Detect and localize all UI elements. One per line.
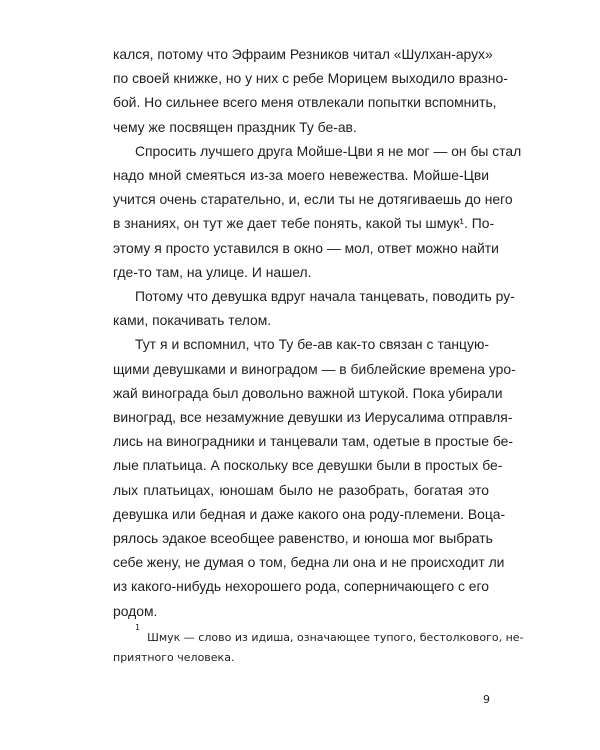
footnote-line bbox=[113, 623, 524, 648]
text-line: девушка или бедная и даже какого она роду-племени. Воца- bbox=[113, 505, 506, 522]
footnote-text: приятного человека. bbox=[113, 651, 235, 664]
text-line: лые платьица. А поскольку все девушки были в простых бе- bbox=[113, 457, 503, 474]
text-line: учится очень старательно, и, если ты не дотягиваешь до него bbox=[113, 191, 513, 208]
text-line: Спросить лучшего друга Мойше-Цви я не мог — он бы стал bbox=[135, 142, 522, 159]
text-line: лись на виноградники и танцевали там, одетые в простые бе- bbox=[113, 433, 514, 450]
footnote bbox=[113, 623, 524, 668]
text-line: жай винограда был довольно важной штукой. Пока убирали bbox=[113, 384, 503, 401]
page-number: 9 bbox=[483, 693, 490, 706]
body-text bbox=[113, 42, 522, 623]
text-line: щими девушками и виноградом — в библейские времена уро- bbox=[113, 360, 516, 377]
paragraph bbox=[113, 284, 515, 332]
text-line: рялось эдакое всеобщее равенство, и юноша мог выбрать bbox=[113, 530, 493, 547]
text-line: кался, потому что Эфраим Резников читал «Шулхан-арух» bbox=[113, 46, 493, 62]
text-line: ками, покачивать телом. bbox=[113, 312, 272, 329]
paragraph bbox=[113, 332, 516, 622]
text-line: из какого-нибудь нехорошего рода, соперничающего с его bbox=[113, 578, 489, 595]
text-line: лых платьицах, юношам было не разобрать, богатая это bbox=[113, 481, 489, 498]
text-line: себе жену, не думая о том, бедна ли она и не происходит ли bbox=[113, 554, 505, 571]
text-line: Тут я и вспомнил, что Ту бе-ав как-то связан с танцую- bbox=[135, 336, 489, 353]
text-line: бой. Но сильнее всего меня отвлекали попытки вспомнить, bbox=[113, 94, 497, 111]
footnote-marker: 1 bbox=[135, 623, 141, 632]
paragraph bbox=[113, 42, 508, 139]
text-line: надо мной смеяться из-за моего невежества. Мойше-Цви bbox=[113, 167, 489, 184]
paragraph bbox=[113, 139, 522, 284]
text-line: этому я просто уставился в окно — мол, ответ можно найти bbox=[113, 239, 499, 256]
text-line: Потому что девушка вдруг начала танцевать, поводить ру- bbox=[135, 288, 515, 305]
text-line: по своей книжке, но у них с ребе Морицем выходило вразно- bbox=[113, 70, 508, 87]
text-line: в знаниях, он тут же дает тебе понять, какой ты шмук¹. По- bbox=[113, 215, 495, 232]
text-line: родом. bbox=[113, 602, 158, 619]
text-line: чему же посвящен праздник Ту бе-ав. bbox=[113, 118, 357, 135]
text-line: где-то там, на улице. И нашел. bbox=[113, 263, 312, 280]
footnote-text: Шмук — слово из идиша, означающее тупого, бестолкового, не- bbox=[147, 631, 524, 644]
footnote-line bbox=[113, 648, 489, 668]
text-line: виноград, все незамужние девушки из Иерусалима отправля- bbox=[113, 409, 513, 426]
